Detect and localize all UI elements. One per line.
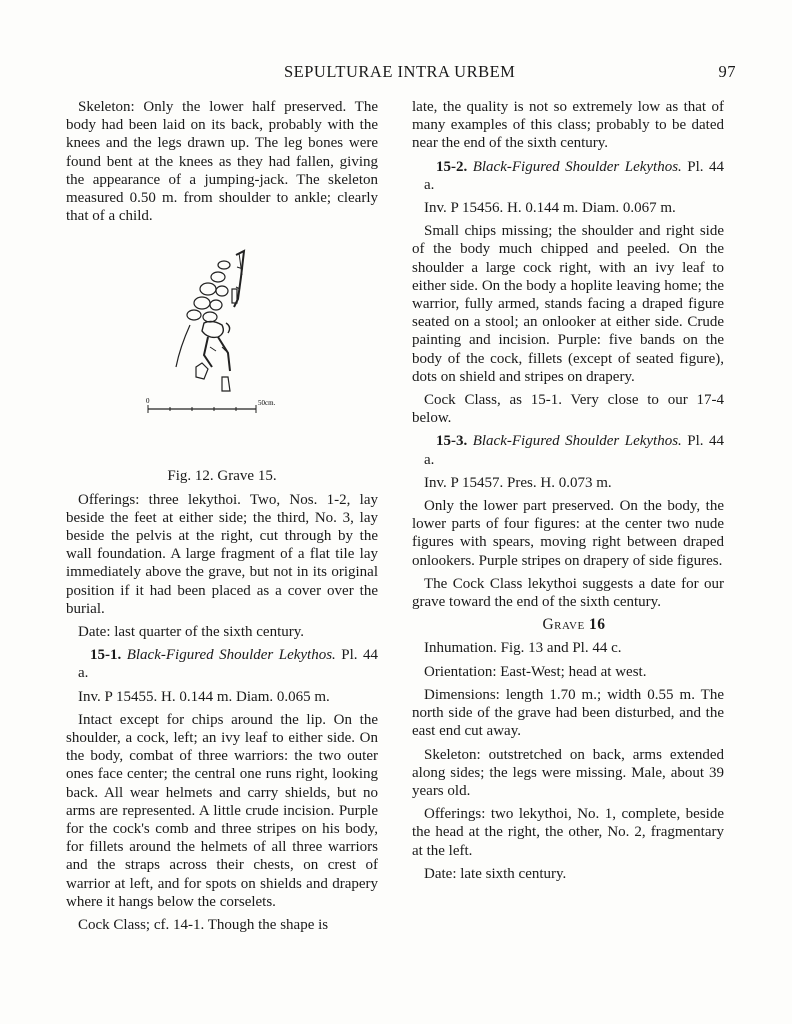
entry-15-2-description: Small chips missing; the shoulder and right side of the body much chipped and peeled. On the shoulder a large cock right, with an ivy leaf to either side. On the body a hoplite leaving home; the warrior, fully armed, stands facing a draped figure seated on a stool; an onlooker at either side. Crude painting and incision. Purple: five bands on the body of the cock, fillets (except of seated figure), dots on shield and stripes on drapery. <box>412 223 724 385</box>
running-title: SEPULTURAE INTRA URBEM <box>284 62 516 81</box>
grave-15-drawing <box>146 247 306 427</box>
orientation-paragraph: Orientation: East-West; head at west. <box>424 663 647 680</box>
entry-15-2-class: Cock Class, as 15-1. Very close to our 17-4 below. <box>412 392 724 427</box>
entry-15-3-plate: Pl. 44 a. <box>424 433 724 468</box>
skeleton-paragraph: Skeleton: Only the lower half preserved. The body had been laid on its back, probably with the knees and the legs drawn up. The leg bones were found bent at the knees as they had fallen, giving the appearance of a jumping-jack. The skeleton measured 0.50 m. from shoulder to ankle; clearly that of a child. <box>66 99 378 225</box>
grave-number: 16 <box>589 616 606 634</box>
entry-15-2-heading <box>412 158 724 194</box>
entry-15-3-title: Black-Figured Shoulder Lekythos. <box>472 433 682 450</box>
skeleton-16-paragraph: Skeleton: outstretched on back, arms extended along sides; the legs were missing. Male, about 39 years old. <box>412 746 724 799</box>
entry-15-1-title: Black-Figured Shoulder Lekythos. <box>126 647 336 664</box>
grave-16-heading <box>412 616 724 634</box>
entry-15-3-number: 15-3. <box>436 433 468 450</box>
left-column <box>66 98 378 939</box>
grave-word: Grave <box>542 616 585 634</box>
entry-15-3-heading <box>412 432 724 468</box>
entry-15-1-inventory: Inv. P 15455. H. 0.144 m. Diam. 0.065 m. <box>78 688 330 705</box>
entry-15-1-number: 15-1. <box>90 647 122 664</box>
entry-15-3-description: Only the lower part preserved. On the body, the lower parts of four figures: at the center two nude figures with spears, moving right between draped onlookers. Purple stripes on drapery of side figures. <box>412 498 724 569</box>
grave-15-figure <box>66 247 378 467</box>
offerings-16-paragraph: Offerings: two lekythoi, No. 1, complete, beside the head at the right, the other, No. 2, fragmentary at the left. <box>412 806 724 859</box>
entry-15-1-plate: Pl. 44 a. <box>78 647 378 682</box>
entry-15-2-plate: Pl. 44 a. <box>424 158 724 193</box>
entry-15-3-inventory: Inv. P 15457. Pres. H. 0.073 m. <box>424 474 612 491</box>
offerings-paragraph: Offerings: three lekythoi. Two, Nos. 1-2, lay beside the feet at either side; the third, No. 3, lay beside the pelvis at the right, cut through by the wall foundation. A large fragment of a flat tile lay immediately above the grave, but not in its original position if it had been placed as a cover over the burial. <box>66 491 378 617</box>
scale-label: 50cm. <box>258 399 276 408</box>
right-column <box>412 98 724 888</box>
dimensions-paragraph: Dimensions: length 1.70 m.; width 0.55 m. The north side of the grave had been disturbed, and the east end cut away. <box>412 686 724 740</box>
entry-15-1-heading <box>66 646 378 682</box>
entry-15-2-title: Black-Figured Shoulder Lekythos. <box>472 158 682 175</box>
inhumation-paragraph: Inhumation. Fig. 13 and Pl. 44 c. <box>424 640 622 657</box>
entry-15-2-inventory: Inv. P 15456. H. 0.144 m. Diam. 0.067 m. <box>424 200 676 217</box>
date-paragraph: Date: last quarter of the sixth century. <box>78 624 305 641</box>
continuation-paragraph: late, the quality is not so extremely low as that of many examples of this class; probably to be dated near the end of the sixth century. <box>412 99 724 152</box>
entry-15-1-description: Intact except for chips around the lip. On the shoulder, a cock, left; an ivy leaf to either side. On the body, combat of three warriors: the two outer ones face center; the central one runs right, looking back. All wear helmets and carry shields, but no arms are represented. A little crude incision. Purple for the cock's comb and three stripes on his body, for fillets around the helmets of all three warriors and the straps across their chests, on crest of warrior at left, and for spots on shields and drapery where it hangs below the corselets. <box>66 711 378 910</box>
page-header <box>66 62 736 84</box>
entry-15-2-number: 15-2. <box>436 158 468 175</box>
date-16-paragraph: Date: late sixth century. <box>424 865 567 882</box>
scale-zero: 0 <box>146 397 150 406</box>
figure-caption: Fig. 12. Grave 15. <box>167 468 277 485</box>
entry-15-1-class: Cock Class; cf. 14-1. Though the shape is <box>78 917 329 934</box>
grave-15-conclusion: The Cock Class lekythoi suggests a date for our grave toward the end of the sixth century. <box>412 575 724 611</box>
page-number: 97 <box>718 62 736 81</box>
